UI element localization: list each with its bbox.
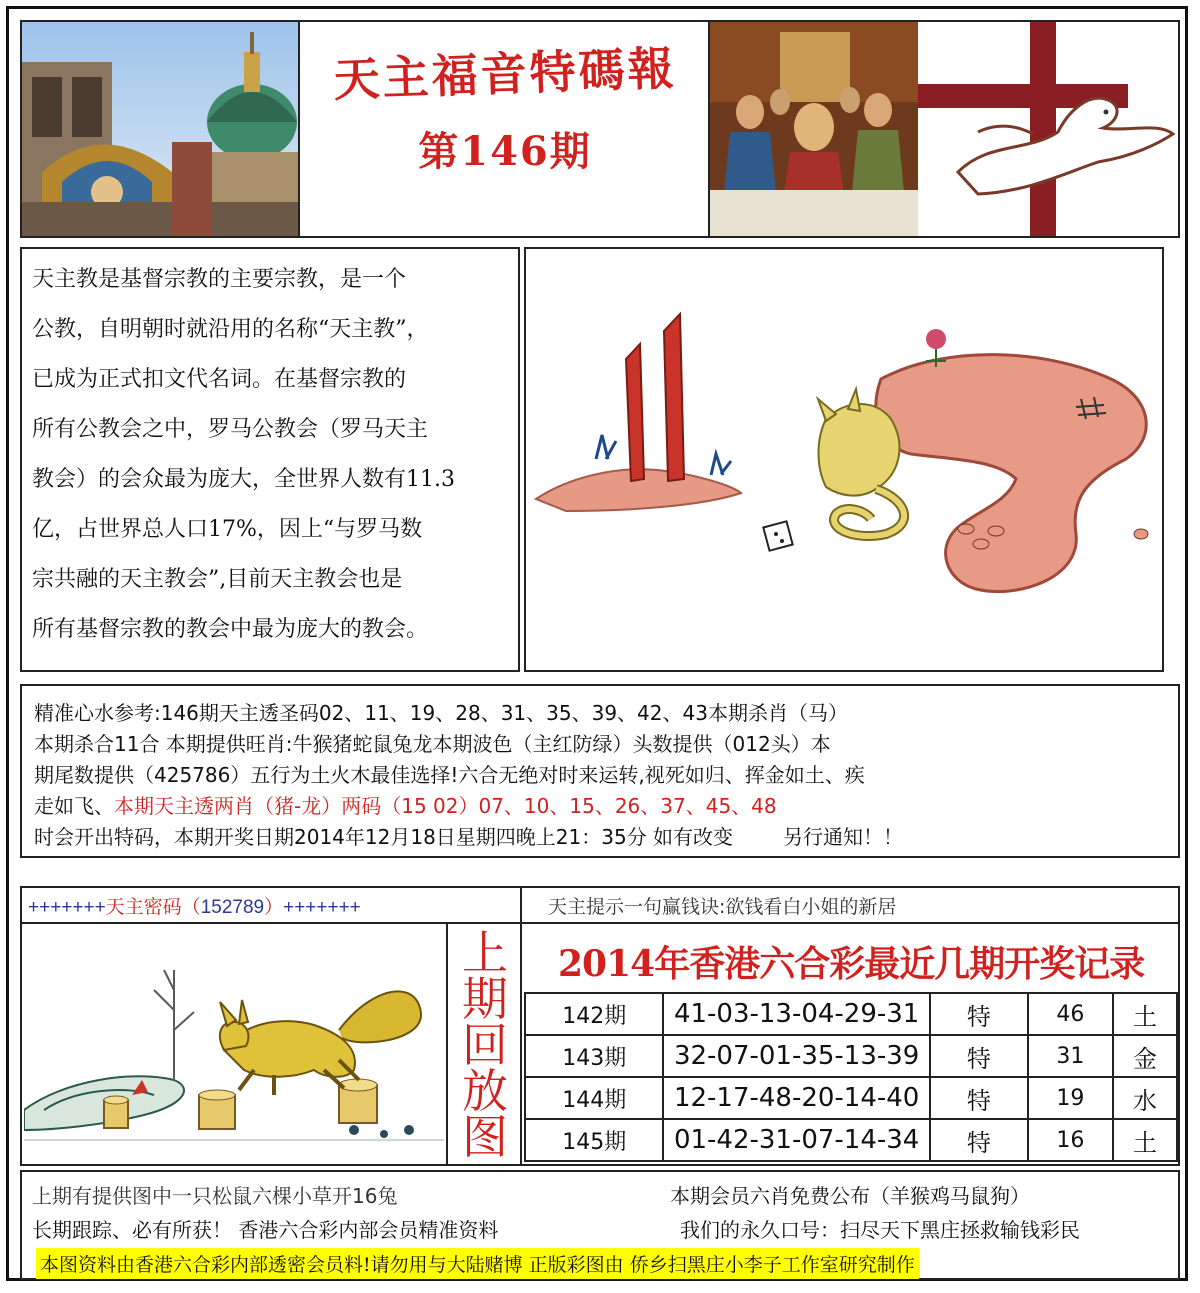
secret-code-close: ） xyxy=(264,897,284,918)
plus-left: +++++++ xyxy=(28,897,106,918)
footer-right-1: 本期会员六肖免费公布（羊猴鸡马鼠狗） xyxy=(670,1184,1030,1208)
review-char: 放 xyxy=(462,1064,508,1118)
reference-line-4-text: 走如飞、 xyxy=(34,794,114,818)
records-title: 2014年香港六合彩最近几期开奖记录 xyxy=(558,943,1145,985)
intro-line: 公教，自明朝时就沿用的名称“天主教”， xyxy=(32,317,429,342)
record-special-label: 特 xyxy=(930,1119,1028,1161)
church-image xyxy=(22,22,298,236)
footer-left-1: 上期有提供图中一只松鼠六棵小草开16兔 xyxy=(32,1184,398,1208)
records-table xyxy=(524,992,1178,1162)
record-numbers: 12-17-48-20-14-40 xyxy=(663,1077,929,1119)
record-issue: 142期 xyxy=(525,993,663,1035)
secret-code-value: 152789 xyxy=(200,897,265,918)
intro-line: 亿，占世界总人口17%，因上“与罗马数 xyxy=(32,517,423,542)
squirrel-illustration xyxy=(24,930,444,1162)
table-row xyxy=(525,993,1177,1035)
intro-line: 所有基督宗教的教会中最为庞大的教会。 xyxy=(32,617,429,642)
secret-code-bar xyxy=(28,892,361,919)
reference-line-4 xyxy=(34,791,1178,822)
page-title: 天主福音特碼報 xyxy=(332,41,678,107)
intro-text-box xyxy=(20,247,520,672)
record-issue: 145期 xyxy=(525,1119,663,1161)
record-element: 土 xyxy=(1113,1119,1177,1161)
footer-left-2: 长期跟踪、必有所获！ 香港六合彩内部会员精准资料 xyxy=(32,1218,499,1242)
record-special-label: 特 xyxy=(930,993,1028,1035)
reference-highlight-red: 本期天主透两肖（猪-龙）两码（15 02）07、10、15、26、37、45、48 xyxy=(114,794,777,818)
issue-number: 第146期 xyxy=(418,128,592,175)
intro-line: 所有公教会之中，罗马公教会（罗马天主 xyxy=(32,417,429,442)
intro-line: 天主教是基督宗教的主要宗教，是一个 xyxy=(32,267,407,292)
intro-line: 已成为正式扣文代名词。在基督宗教的 xyxy=(32,367,407,392)
reference-line-2: 本期杀合11合 本期提供旺肖:牛猴猪蛇鼠兔龙本期波色（主红防绿）头数提供（012头）本 xyxy=(34,732,831,756)
record-element: 金 xyxy=(1113,1035,1177,1077)
cross-dove-image xyxy=(918,22,1178,236)
reference-line-5 xyxy=(34,822,1178,853)
review-divider-left xyxy=(446,922,448,1166)
reference-line-3: 期尾数提供（425786）五行为土火木最佳选择!六合无绝对时来运转,视死如归、挥金如土、疾 xyxy=(34,763,865,787)
record-special-number: 31 xyxy=(1028,1035,1113,1077)
record-element: 土 xyxy=(1113,993,1177,1035)
record-special-label: 特 xyxy=(930,1035,1028,1077)
review-char: 回 xyxy=(462,1018,508,1072)
footer-banner: 本图资料由香港六合彩内部透密会员料!请勿用与大陆赌博 正版彩图由 侨乡扫黑庄小李子工作室研究制作 xyxy=(36,1248,919,1279)
review-char: 上 xyxy=(462,926,508,980)
record-special-number: 16 xyxy=(1028,1119,1113,1161)
record-numbers: 32-07-01-35-13-39 xyxy=(663,1035,929,1077)
record-special-number: 19 xyxy=(1028,1077,1113,1119)
table-row xyxy=(525,1119,1177,1161)
review-label xyxy=(452,926,518,1164)
record-special-label: 特 xyxy=(930,1077,1028,1119)
cat-illustration-box xyxy=(524,247,1164,672)
record-issue: 144期 xyxy=(525,1077,663,1119)
intro-line: 宗共融的天主教会”,目前天主教会也是 xyxy=(32,567,403,592)
record-issue: 143期 xyxy=(525,1035,663,1077)
footer-right-2: 我们的永久口号：扫尽天下黑庄拯救输钱彩民 xyxy=(680,1218,1080,1242)
record-special-number: 46 xyxy=(1028,993,1113,1035)
table-row xyxy=(525,1077,1177,1119)
tip-divider xyxy=(520,922,1180,924)
reference-box xyxy=(20,684,1180,858)
last-supper-image xyxy=(710,22,918,236)
review-divider-right xyxy=(520,886,522,1166)
record-element: 水 xyxy=(1113,1077,1177,1119)
review-char: 图 xyxy=(462,1110,508,1164)
cat-illustration xyxy=(526,249,1162,670)
secret-code-label: 天主密码（ xyxy=(105,897,201,918)
code-bar-divider xyxy=(20,922,520,924)
winning-tip: 天主提示一句赢钱诀:欲钱看白小姐的新居 xyxy=(548,896,897,918)
table-row xyxy=(525,1035,1177,1077)
reference-line-5-text: 时会开出特码，本期开奖日期2014年12月18日星期四晚上21：35分 如有改变 xyxy=(34,825,734,849)
plus-right: +++++++ xyxy=(283,897,361,918)
review-char: 期 xyxy=(462,972,508,1026)
record-numbers: 41-03-13-04-29-31 xyxy=(663,993,929,1035)
intro-line: 教会）的会众最为庞大，全世界人数有11.3 xyxy=(32,467,455,492)
record-numbers: 01-42-31-07-14-34 xyxy=(663,1119,929,1161)
reference-line-1: 精准心水参考:146期天主透圣码02、11、19、28、31、35、39、42、43本期杀肖（马） xyxy=(34,701,848,725)
reference-line-5-notice: 另行通知！！ xyxy=(783,825,904,849)
